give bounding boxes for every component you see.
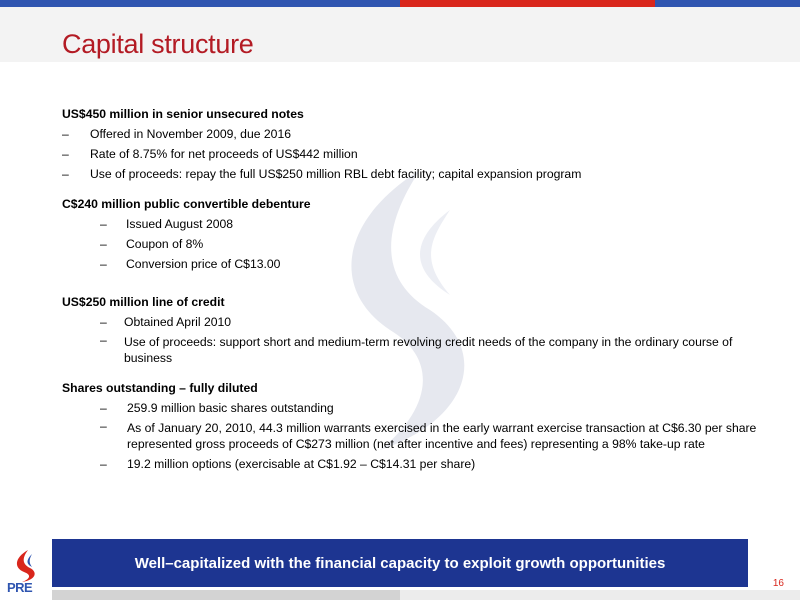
list-item: – Conversion price of C$13.00 [62, 254, 762, 274]
section-shares-outstanding [62, 378, 762, 474]
section-senior-notes [62, 104, 762, 184]
list-item: – As of January 20, 2010, 44.3 million warrants exercised in the early warrant exercise transaction at C$6.30 per share represented gross proceeds of C$273 million (net after incentive and fees) representing a 98% take-up rate [100, 419, 757, 451]
list-item: – Obtained April 2010 [62, 312, 762, 332]
section-heading: Shares outstanding – fully diluted [62, 381, 258, 395]
bullet-dash: – [100, 419, 107, 433]
bullet-dash: – [100, 237, 107, 251]
bullet-dash: – [100, 457, 107, 471]
bullet-dash: – [100, 401, 107, 415]
list-item: – 19.2 million options (exercisable at C$1.92 – C$14.31 per share) [62, 454, 762, 474]
section-heading: US$450 million in senior unsecured notes [62, 107, 304, 121]
slide-content [62, 104, 762, 474]
top-bar-blue-left [0, 0, 400, 7]
footer-bar-light [400, 590, 800, 600]
header-band [0, 7, 800, 62]
list-item: – Coupon of 8% [62, 234, 762, 254]
bullet-dash: – [62, 147, 69, 161]
list-item: – Use of proceeds: support short and medium-term revolving credit needs of the company in the ordinary course of business [100, 333, 733, 365]
list-item: – Issued August 2008 [62, 214, 762, 234]
section-heading: US$250 million line of credit [62, 295, 225, 309]
footer-bar-dark [52, 590, 400, 600]
section-line-of-credit [62, 292, 762, 368]
page-number: 16 [772, 578, 784, 589]
bullet-dash: – [100, 315, 107, 329]
summary-banner: Well–capitalized with the financial capacity to exploit growth opportunities [52, 539, 748, 587]
list-item: – Use of proceeds: repay the full US$250 million RBL debt facility; capital expansion program [62, 164, 762, 184]
company-logo-text: PRE [7, 580, 33, 595]
bullet-dash: – [100, 257, 107, 271]
bullet-dash: – [100, 217, 107, 231]
section-convertible-debenture [62, 194, 762, 274]
top-bar-red [400, 0, 655, 7]
list-item: – Offered in November 2009, due 2016 [62, 124, 762, 144]
top-bar-blue-right [655, 0, 800, 7]
slide-title: Capital structure [62, 29, 254, 59]
section-heading: C$240 million public convertible debenture [62, 197, 311, 211]
top-color-bar [0, 0, 800, 7]
list-item: – Rate of 8.75% for net proceeds of US$442 million [62, 144, 762, 164]
bullet-dash: – [62, 167, 69, 181]
bullet-dash: – [100, 333, 107, 347]
bullet-dash: – [62, 127, 69, 141]
list-item: – 259.9 million basic shares outstanding [62, 398, 762, 418]
